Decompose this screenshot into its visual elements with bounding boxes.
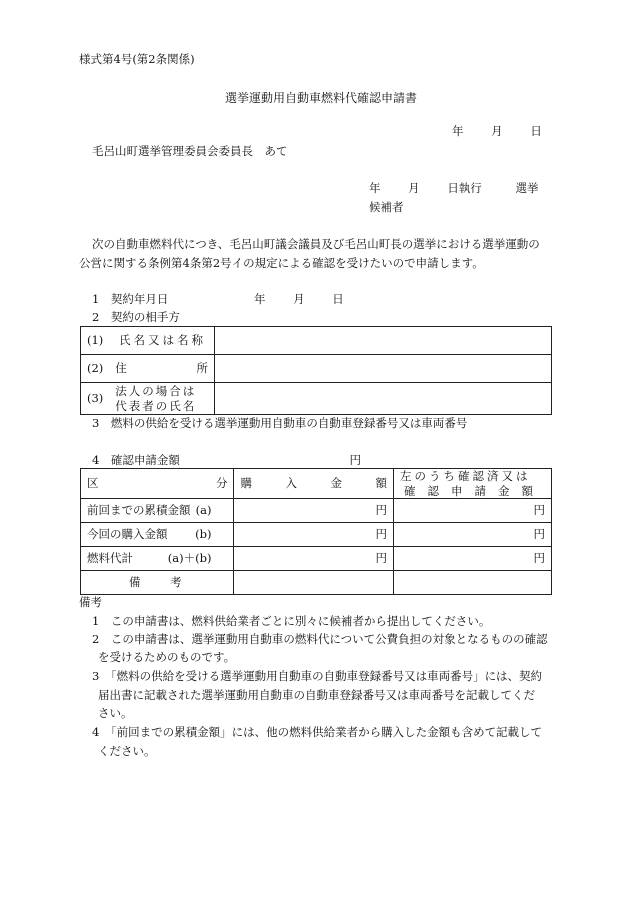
note-3-line-2: 届出書に記載された選挙運動用自動車の自動車登録番号又は車両番号を記載してくだ (98, 688, 535, 702)
item2-label: 2 契約の相手方 (92, 310, 180, 324)
table-row (81, 355, 552, 383)
row-label-text: 前回までの累積金額 (87, 502, 191, 517)
party-label: 氏名又は名称 (118, 332, 206, 347)
item4-unit: 円 (349, 453, 361, 467)
row-label-tag: (b) (195, 526, 212, 541)
note-2-line-2: を受けるためのものです。 (98, 650, 236, 664)
unit-yen: 円 (533, 550, 545, 565)
item1-day: 日 (332, 292, 344, 306)
party-table (80, 326, 552, 415)
header-category (81, 469, 234, 499)
item1-year: 年 (253, 292, 266, 306)
remarks-b: 考 (170, 574, 182, 589)
page-title: 選挙運動用自動車燃料代確認申請書 (225, 91, 418, 105)
note-4-line-2: ください。 (98, 744, 156, 758)
header-confirmed-line1: 左のうち確認済又は (400, 469, 531, 484)
party-num: (2) (87, 360, 104, 375)
party-num: (3) (87, 390, 104, 405)
item1-contract-date (92, 293, 344, 307)
note-3-line-1: 3 「燃料の供給を受ける選挙運動用自動車の自動車登録番号又は車両番号」には、契約 (92, 669, 543, 683)
election-exec: 日執行 (447, 181, 482, 195)
party-label-b: 所 (196, 360, 208, 375)
purchase-amount-field[interactable] (234, 547, 394, 571)
election-line (369, 182, 538, 196)
item3-label: 3 燃料の供給を受ける選挙運動用自動車の自動車登録番号又は車両番号 (92, 416, 468, 430)
note-1: 1 この申請書は、燃料供給業者ごとに別々に候補者から提出してください。 (92, 614, 491, 628)
item4-label: 4 確認申請金額 (92, 453, 180, 467)
row-label-text: 今回の購入金額 (87, 526, 168, 541)
table-header-row (81, 469, 552, 499)
header-confirmed-amount (394, 469, 552, 499)
unit-yen: 円 (375, 526, 387, 541)
unit-yen: 円 (375, 502, 387, 517)
table-row (81, 383, 552, 415)
header-purchase-b: 入 (285, 475, 297, 490)
remarks-field[interactable] (234, 571, 394, 595)
table-row (81, 547, 552, 571)
row-label-tag: (a)＋(b) (167, 550, 212, 565)
date-month: 月 (491, 124, 503, 138)
header-category-b: 分 (215, 475, 228, 490)
party-label-line2: 代表者の氏名 (115, 398, 197, 413)
item4-line (92, 454, 361, 468)
remarks-a: 備 (129, 574, 141, 589)
row-label-tag: (a) (195, 502, 212, 517)
body-text-line-1: 次の自動車燃料代につき、毛呂山町議会議員及び毛呂山町長の選挙における選挙運動の (92, 237, 540, 251)
party-num: (1) (87, 332, 104, 347)
header-purchase-amount (234, 469, 394, 499)
notes-heading: 備考 (79, 595, 102, 609)
party-address-field[interactable] (215, 355, 552, 383)
remarks-label (81, 571, 234, 595)
election-month: 月 (408, 181, 420, 195)
confirmed-amount-field[interactable] (394, 523, 552, 547)
confirmed-amount-field[interactable] (394, 547, 552, 571)
header-category-a: 区 (87, 475, 99, 490)
item1-label: 1 契約年月日 (92, 292, 169, 306)
party-cell-label (81, 327, 215, 355)
party-representative-field[interactable] (215, 383, 552, 415)
row-label (81, 547, 234, 571)
note-3-line-3: さい。 (98, 706, 133, 720)
party-cell-label (81, 355, 215, 383)
purchase-amount-field[interactable] (234, 523, 394, 547)
note-4-line-1: 4 「前回までの累積金額」には、他の燃料供給業者から購入した金額も含めて記載して (92, 725, 543, 739)
table-row (81, 523, 552, 547)
header-purchase-a: 購 (240, 475, 252, 490)
candidate-label: 候補者 (369, 200, 404, 214)
table-row (81, 327, 552, 355)
party-label-line1: 法人の場合は (115, 384, 197, 399)
party-name-field[interactable] (215, 327, 552, 355)
header-purchase-d: 額 (375, 475, 387, 490)
party-label-a: 住 (115, 360, 127, 375)
election-name: 選挙 (515, 181, 539, 195)
purchase-amount-field[interactable] (234, 499, 394, 523)
row-label-text: 燃料代計 (87, 550, 133, 565)
party-cell-label (81, 383, 215, 415)
unit-yen: 円 (533, 502, 545, 517)
table-row (81, 571, 552, 595)
note-2-line-1: 2 この申請書は、選挙運動用自動車の燃料代について公費負担の対象となるものの確認 (92, 632, 548, 646)
confirmed-amount-field[interactable] (394, 499, 552, 523)
unit-yen: 円 (533, 526, 545, 541)
amount-table (80, 468, 552, 595)
form-number: 様式第4号(第2条関係) (79, 52, 195, 66)
unit-yen: 円 (375, 550, 387, 565)
table-row (81, 499, 552, 523)
date-year: 年 (452, 124, 464, 138)
row-label (81, 523, 234, 547)
date-day: 日 (530, 124, 542, 138)
date-line (452, 125, 542, 139)
election-year: 年 (369, 181, 381, 195)
remarks-field-2[interactable] (394, 571, 552, 595)
row-label (81, 499, 234, 523)
body-text-line-2: 公営に関する条例第4条第2号イの規定による確認を受けたいので申請します。 (79, 256, 484, 270)
item1-month: 月 (293, 292, 305, 306)
addressee: 毛呂山町選挙管理委員会委員長 あて (92, 144, 288, 158)
header-purchase-c: 金 (330, 475, 342, 490)
header-confirmed-line2: 確認申請金額 (404, 483, 545, 498)
